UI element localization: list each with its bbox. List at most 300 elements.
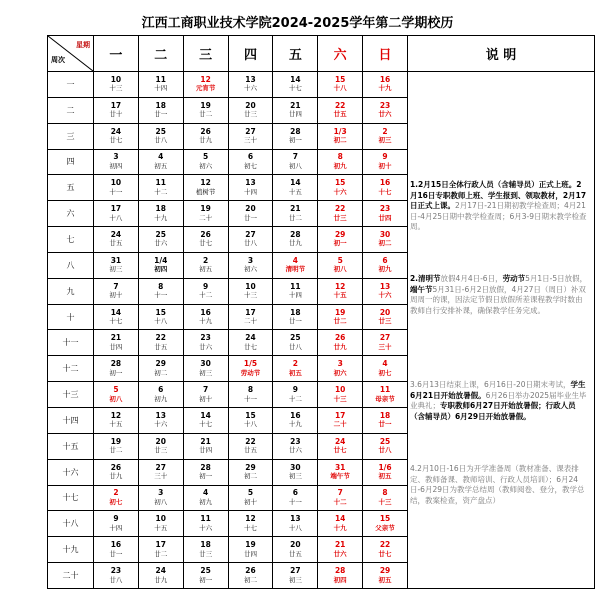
day-cell	[183, 149, 228, 175]
day-date: 8	[158, 281, 164, 291]
day-date: 15	[155, 307, 166, 317]
week-number: 十二	[48, 356, 94, 382]
day-cell	[228, 227, 273, 253]
day-cell	[363, 304, 408, 330]
day-date: 15	[334, 74, 346, 84]
day-cell	[183, 433, 228, 459]
day-date: 27	[290, 566, 301, 576]
day-cell	[183, 227, 228, 253]
day-cell	[273, 563, 318, 589]
day-cell	[318, 511, 363, 537]
day-date: 6	[247, 152, 254, 162]
day-lunar: 十八	[288, 523, 302, 532]
day-date: 8	[382, 488, 388, 498]
day-date: 13	[290, 514, 301, 524]
day-lunar: 初四	[109, 161, 123, 170]
day-date: 4	[158, 152, 164, 162]
day-lunar: 十七	[243, 523, 257, 532]
day-date: 1/4	[154, 255, 168, 265]
day-date: 2	[113, 488, 119, 498]
day-date: 11	[200, 514, 211, 524]
day-cell	[318, 227, 363, 253]
day-lunar: 廿五	[109, 239, 123, 248]
day-cell	[138, 459, 183, 485]
day-date: 17	[110, 100, 122, 110]
day-lunar: 十一	[243, 394, 257, 403]
day-cell	[228, 433, 273, 459]
day-cell	[138, 278, 183, 304]
day-cell	[363, 459, 408, 485]
day-cell	[273, 459, 318, 485]
day-date: 26	[200, 126, 211, 136]
day-cell	[183, 485, 228, 511]
day-cell	[363, 201, 408, 227]
day-lunar: 十五	[109, 420, 123, 429]
day-cell	[94, 511, 139, 537]
day-date: 7	[337, 488, 343, 498]
day-date: 19	[200, 204, 211, 214]
day-date: 29	[334, 229, 346, 239]
day-cell	[228, 330, 273, 356]
day-lunar: 二十	[333, 420, 347, 429]
week-number: 五	[48, 175, 94, 201]
day-lunar: 初五	[154, 161, 168, 170]
day-date: 4	[203, 488, 209, 498]
day-date: 6	[158, 385, 164, 395]
day-lunar: 初二	[243, 575, 257, 584]
day-cell	[363, 537, 408, 563]
day-cell	[363, 356, 408, 382]
day-date: 2	[203, 255, 209, 265]
day-lunar: 廿六	[199, 342, 213, 351]
day-lunar: 十二	[154, 187, 168, 196]
day-cell	[273, 227, 318, 253]
day-date: 5	[203, 152, 209, 162]
day-date: 28	[290, 126, 301, 136]
day-date: 29	[155, 359, 166, 369]
day-lunar: 元宵节	[195, 84, 216, 93]
day-date: 1/5	[243, 359, 258, 369]
day-lunar: 廿一	[154, 110, 168, 119]
day-lunar: 初十	[109, 291, 123, 300]
day-lunar: 廿六	[333, 549, 347, 558]
day-lunar: 母亲节	[375, 394, 395, 403]
day-lunar: 初一	[199, 575, 213, 584]
day-cell	[318, 72, 363, 98]
day-date: 20	[245, 204, 256, 214]
day-date: 18	[155, 204, 166, 214]
day-date: 27	[245, 229, 256, 239]
day-cell	[273, 97, 318, 123]
day-lunar: 十五	[288, 187, 302, 196]
day-cell	[94, 252, 139, 278]
week-number: 十九	[48, 537, 94, 563]
day-date: 11	[155, 178, 166, 188]
day-cell	[363, 252, 408, 278]
day-cell	[318, 123, 363, 149]
day-cell	[183, 304, 228, 330]
day-cell	[318, 201, 363, 227]
week-number: 四	[48, 149, 94, 175]
day-date: 23	[290, 436, 301, 446]
day-date: 22	[245, 436, 256, 446]
day-cell	[228, 304, 273, 330]
day-date: 6	[382, 255, 388, 265]
day-cell	[138, 149, 183, 175]
day-lunar: 廿二	[154, 549, 168, 558]
day-cell	[363, 485, 408, 511]
day-cell	[94, 356, 139, 382]
day-cell	[138, 537, 183, 563]
day-lunar: 十六	[333, 187, 347, 196]
day-cell	[273, 511, 318, 537]
day-date: 18	[155, 100, 166, 110]
day-date: 12	[334, 281, 346, 291]
calendar-table	[47, 35, 595, 589]
day-lunar: 十九	[288, 420, 302, 429]
day-lunar: 初一	[333, 239, 347, 248]
day-lunar: 廿九	[154, 575, 168, 584]
day-date: 3	[158, 488, 164, 498]
day-lunar: 十五	[154, 523, 168, 532]
day-lunar: 廿九	[109, 472, 123, 481]
day-lunar: 廿十	[109, 110, 123, 119]
day-cell	[183, 123, 228, 149]
day-lunar: 初三	[288, 575, 302, 584]
day-header-wed: 三	[183, 36, 228, 72]
day-lunar: 初十	[378, 161, 392, 170]
day-lunar: 初三	[199, 368, 213, 377]
day-date: 7	[203, 385, 209, 395]
day-date: 25	[290, 333, 301, 343]
day-cell	[183, 97, 228, 123]
day-lunar: 十二	[333, 497, 347, 506]
day-cell	[138, 227, 183, 253]
day-lunar: 端午节	[330, 472, 350, 481]
day-lunar: 初七	[243, 161, 257, 170]
day-date: 18	[379, 410, 391, 420]
day-lunar: 初十	[243, 497, 257, 506]
day-lunar: 廿三	[154, 446, 168, 455]
day-cell	[273, 382, 318, 408]
day-cell	[94, 537, 139, 563]
day-date: 22	[334, 100, 346, 110]
day-lunar: 廿四	[109, 342, 123, 351]
day-cell	[228, 201, 273, 227]
day-lunar: 初二	[378, 239, 392, 248]
day-date: 28	[200, 462, 211, 472]
day-date: 11	[290, 281, 301, 291]
day-lunar: 十四	[109, 523, 123, 532]
day-lunar: 廿四	[288, 110, 302, 119]
day-date: 16	[379, 74, 391, 84]
day-date: 12	[110, 410, 122, 420]
notes-panel	[408, 72, 590, 588]
day-lunar: 初五	[378, 575, 392, 584]
day-cell	[94, 149, 139, 175]
day-cell	[94, 382, 139, 408]
day-cell	[228, 407, 273, 433]
day-date: 25	[155, 126, 166, 136]
week-number: 十	[48, 304, 94, 330]
day-date: 24	[245, 333, 256, 343]
day-lunar: 十六	[154, 420, 168, 429]
day-lunar: 十九	[333, 523, 347, 532]
day-lunar: 廿三	[199, 549, 213, 558]
day-cell	[183, 72, 228, 98]
day-cell	[94, 485, 139, 511]
day-date: 10	[155, 514, 166, 524]
day-cell	[183, 356, 228, 382]
day-date: 10	[334, 385, 346, 395]
day-lunar: 初七	[109, 497, 123, 506]
day-lunar: 十七	[288, 84, 302, 93]
day-date: 19	[110, 436, 122, 446]
day-date: 1/6	[378, 462, 392, 472]
day-date: 9	[113, 514, 119, 524]
day-cell	[318, 356, 363, 382]
day-lunar: 十七	[199, 420, 213, 429]
day-cell	[94, 123, 139, 149]
day-cell	[228, 563, 273, 589]
day-date: 27	[245, 126, 256, 136]
day-date: 20	[379, 307, 391, 317]
day-lunar: 初四	[333, 575, 347, 584]
note-3: 3.6月13日结束上课，6月16日-20日期末考试，学生6月21日开始放暑假。6月26日举办2025届毕业生毕业典礼；专职教师6月27日开始放暑假；行政人员（含辅导员）6月29日开始放暑假。	[409, 380, 587, 421]
day-date: 5	[247, 488, 254, 498]
day-date: 17	[334, 410, 346, 420]
day-cell	[94, 330, 139, 356]
note-4: 4.2月10日-16日为开学准备周（教材准备、课表排定、教师备课、教师培训、行政人员培训）；6月24日-6月29日为教学总结周（教师阅卷、登分，教学总结，教案检查，资产盘点）	[409, 464, 585, 505]
day-date: 17	[155, 540, 166, 550]
day-cell	[273, 537, 318, 563]
day-header-sun: 日	[363, 36, 408, 72]
day-date: 20	[155, 436, 166, 446]
day-date: 16	[290, 410, 301, 420]
day-cell	[228, 382, 273, 408]
day-cell	[273, 72, 318, 98]
day-lunar: 十九	[199, 317, 213, 326]
week-number: 十三	[48, 382, 94, 408]
day-date: 25	[155, 229, 166, 239]
day-date: 9	[382, 152, 388, 162]
day-lunar: 十四	[288, 291, 302, 300]
day-cell	[228, 511, 273, 537]
day-cell	[228, 356, 273, 382]
day-lunar: 三十	[378, 342, 392, 351]
day-date: 27	[155, 462, 166, 472]
day-cell	[318, 459, 363, 485]
week-number: 十一	[48, 330, 94, 356]
day-date: 14	[110, 307, 122, 317]
day-cell	[318, 175, 363, 201]
day-lunar: 廿九	[288, 239, 302, 248]
day-cell	[138, 252, 183, 278]
day-date: 2	[382, 126, 388, 136]
day-lunar: 十一	[154, 291, 168, 300]
day-date: 20	[245, 100, 256, 110]
day-lunar: 初二	[243, 472, 257, 481]
day-date: 11	[155, 74, 166, 84]
day-cell	[138, 382, 183, 408]
day-date: 27	[379, 333, 391, 343]
day-date: 23	[379, 100, 391, 110]
day-lunar: 十六	[243, 84, 257, 93]
day-header-tue: 二	[138, 36, 183, 72]
day-date: 22	[334, 204, 346, 214]
day-lunar: 廿七	[199, 239, 213, 248]
day-date: 13	[245, 74, 256, 84]
day-date: 13	[379, 281, 391, 291]
day-cell	[94, 407, 139, 433]
day-date: 14	[290, 74, 301, 84]
day-date: 3	[247, 255, 254, 265]
day-lunar: 初七	[378, 368, 392, 377]
day-cell	[94, 459, 139, 485]
day-cell	[228, 278, 273, 304]
day-cell	[138, 304, 183, 330]
day-cell	[228, 252, 273, 278]
day-date: 29	[245, 462, 256, 472]
day-lunar: 十七	[378, 187, 392, 196]
day-lunar: 廿八	[288, 342, 302, 351]
day-lunar: 初四	[154, 265, 168, 274]
notes-header: 说 明	[407, 36, 594, 72]
day-lunar: 初一	[109, 368, 123, 377]
day-header-thu: 四	[228, 36, 273, 72]
day-lunar: 廿三	[378, 317, 392, 326]
day-lunar: 廿五	[154, 342, 168, 351]
day-cell	[363, 382, 408, 408]
day-date: 8	[247, 385, 254, 395]
day-cell	[228, 123, 273, 149]
day-lunar: 初五	[288, 368, 302, 377]
day-cell	[183, 537, 228, 563]
day-cell	[228, 537, 273, 563]
day-cell	[363, 227, 408, 253]
day-date: 28	[334, 566, 346, 576]
day-cell	[183, 511, 228, 537]
day-lunar: 廿一	[109, 549, 123, 558]
day-cell	[138, 563, 183, 589]
day-cell	[138, 356, 183, 382]
day-lunar: 初八	[333, 265, 347, 274]
day-date: 4	[382, 359, 388, 369]
day-date: 18	[200, 540, 211, 550]
day-lunar: 初九	[378, 265, 392, 274]
day-date: 12	[245, 514, 256, 524]
day-cell	[228, 72, 273, 98]
day-lunar: 十九	[154, 213, 168, 222]
day-lunar: 十一	[288, 497, 302, 506]
day-cell	[183, 201, 228, 227]
week-row	[48, 72, 595, 98]
day-cell	[318, 252, 363, 278]
day-cell	[363, 407, 408, 433]
day-lunar: 初六	[199, 161, 213, 170]
day-lunar: 植树节	[195, 187, 216, 196]
day-cell	[363, 433, 408, 459]
day-cell	[183, 175, 228, 201]
week-number: 七	[48, 227, 94, 253]
day-cell	[318, 563, 363, 589]
day-lunar: 廿八	[154, 136, 168, 145]
day-date: 2	[292, 359, 298, 369]
day-date: 10	[110, 178, 122, 188]
day-lunar: 十三	[333, 394, 347, 403]
day-date: 21	[290, 204, 301, 214]
page-title: 江西工商职业技术学院2024-2025学年第二学期校历	[141, 16, 454, 31]
day-date: 6	[292, 488, 298, 498]
day-cell	[273, 201, 318, 227]
day-lunar: 廿六	[378, 110, 392, 119]
week-number: 八	[48, 252, 94, 278]
day-cell	[228, 485, 273, 511]
day-lunar: 十八	[109, 213, 123, 222]
day-cell	[138, 511, 183, 537]
day-cell	[273, 356, 318, 382]
day-lunar: 廿一	[288, 317, 302, 326]
day-lunar: 廿七	[109, 136, 123, 145]
day-cell	[363, 175, 408, 201]
day-lunar: 十二	[288, 394, 302, 403]
day-lunar: 初二	[154, 368, 168, 377]
day-date: 17	[110, 204, 122, 214]
day-lunar: 廿五	[333, 110, 347, 119]
day-cell	[183, 407, 228, 433]
day-lunar: 廿六	[288, 446, 302, 455]
day-cell	[318, 278, 363, 304]
day-lunar: 十二	[199, 291, 213, 300]
day-date: 14	[334, 514, 346, 524]
day-date: 30	[290, 462, 301, 472]
day-cell	[363, 330, 408, 356]
day-lunar: 廿四	[199, 446, 213, 455]
week-number: 十四	[48, 407, 94, 433]
day-lunar: 三十	[243, 136, 257, 145]
day-lunar: 廿七	[333, 446, 347, 455]
day-date: 14	[200, 410, 211, 420]
day-lunar: 十五	[333, 291, 347, 300]
day-cell	[94, 227, 139, 253]
day-lunar: 初九	[199, 497, 213, 506]
day-date: 26	[334, 333, 346, 343]
day-cell	[228, 175, 273, 201]
day-cell	[273, 123, 318, 149]
day-date: 21	[200, 436, 211, 446]
day-lunar: 初三	[288, 472, 302, 481]
day-cell	[138, 123, 183, 149]
day-lunar: 十一	[109, 187, 123, 196]
day-date: 21	[334, 540, 346, 550]
day-cell	[183, 563, 228, 589]
day-date: 16	[110, 540, 122, 550]
week-number: 三	[48, 123, 94, 149]
day-date: 30	[200, 359, 211, 369]
day-lunar: 清明节	[285, 265, 306, 274]
day-cell	[318, 485, 363, 511]
day-date: 10	[245, 281, 256, 291]
day-cell	[273, 433, 318, 459]
day-date: 7	[113, 281, 119, 291]
day-cell	[183, 252, 228, 278]
day-date: 30	[379, 229, 391, 239]
day-date: 15	[245, 410, 256, 420]
day-lunar: 初五	[199, 265, 213, 274]
week-number: 二十	[48, 563, 94, 589]
day-cell	[138, 201, 183, 227]
day-lunar: 廿八	[378, 446, 392, 455]
